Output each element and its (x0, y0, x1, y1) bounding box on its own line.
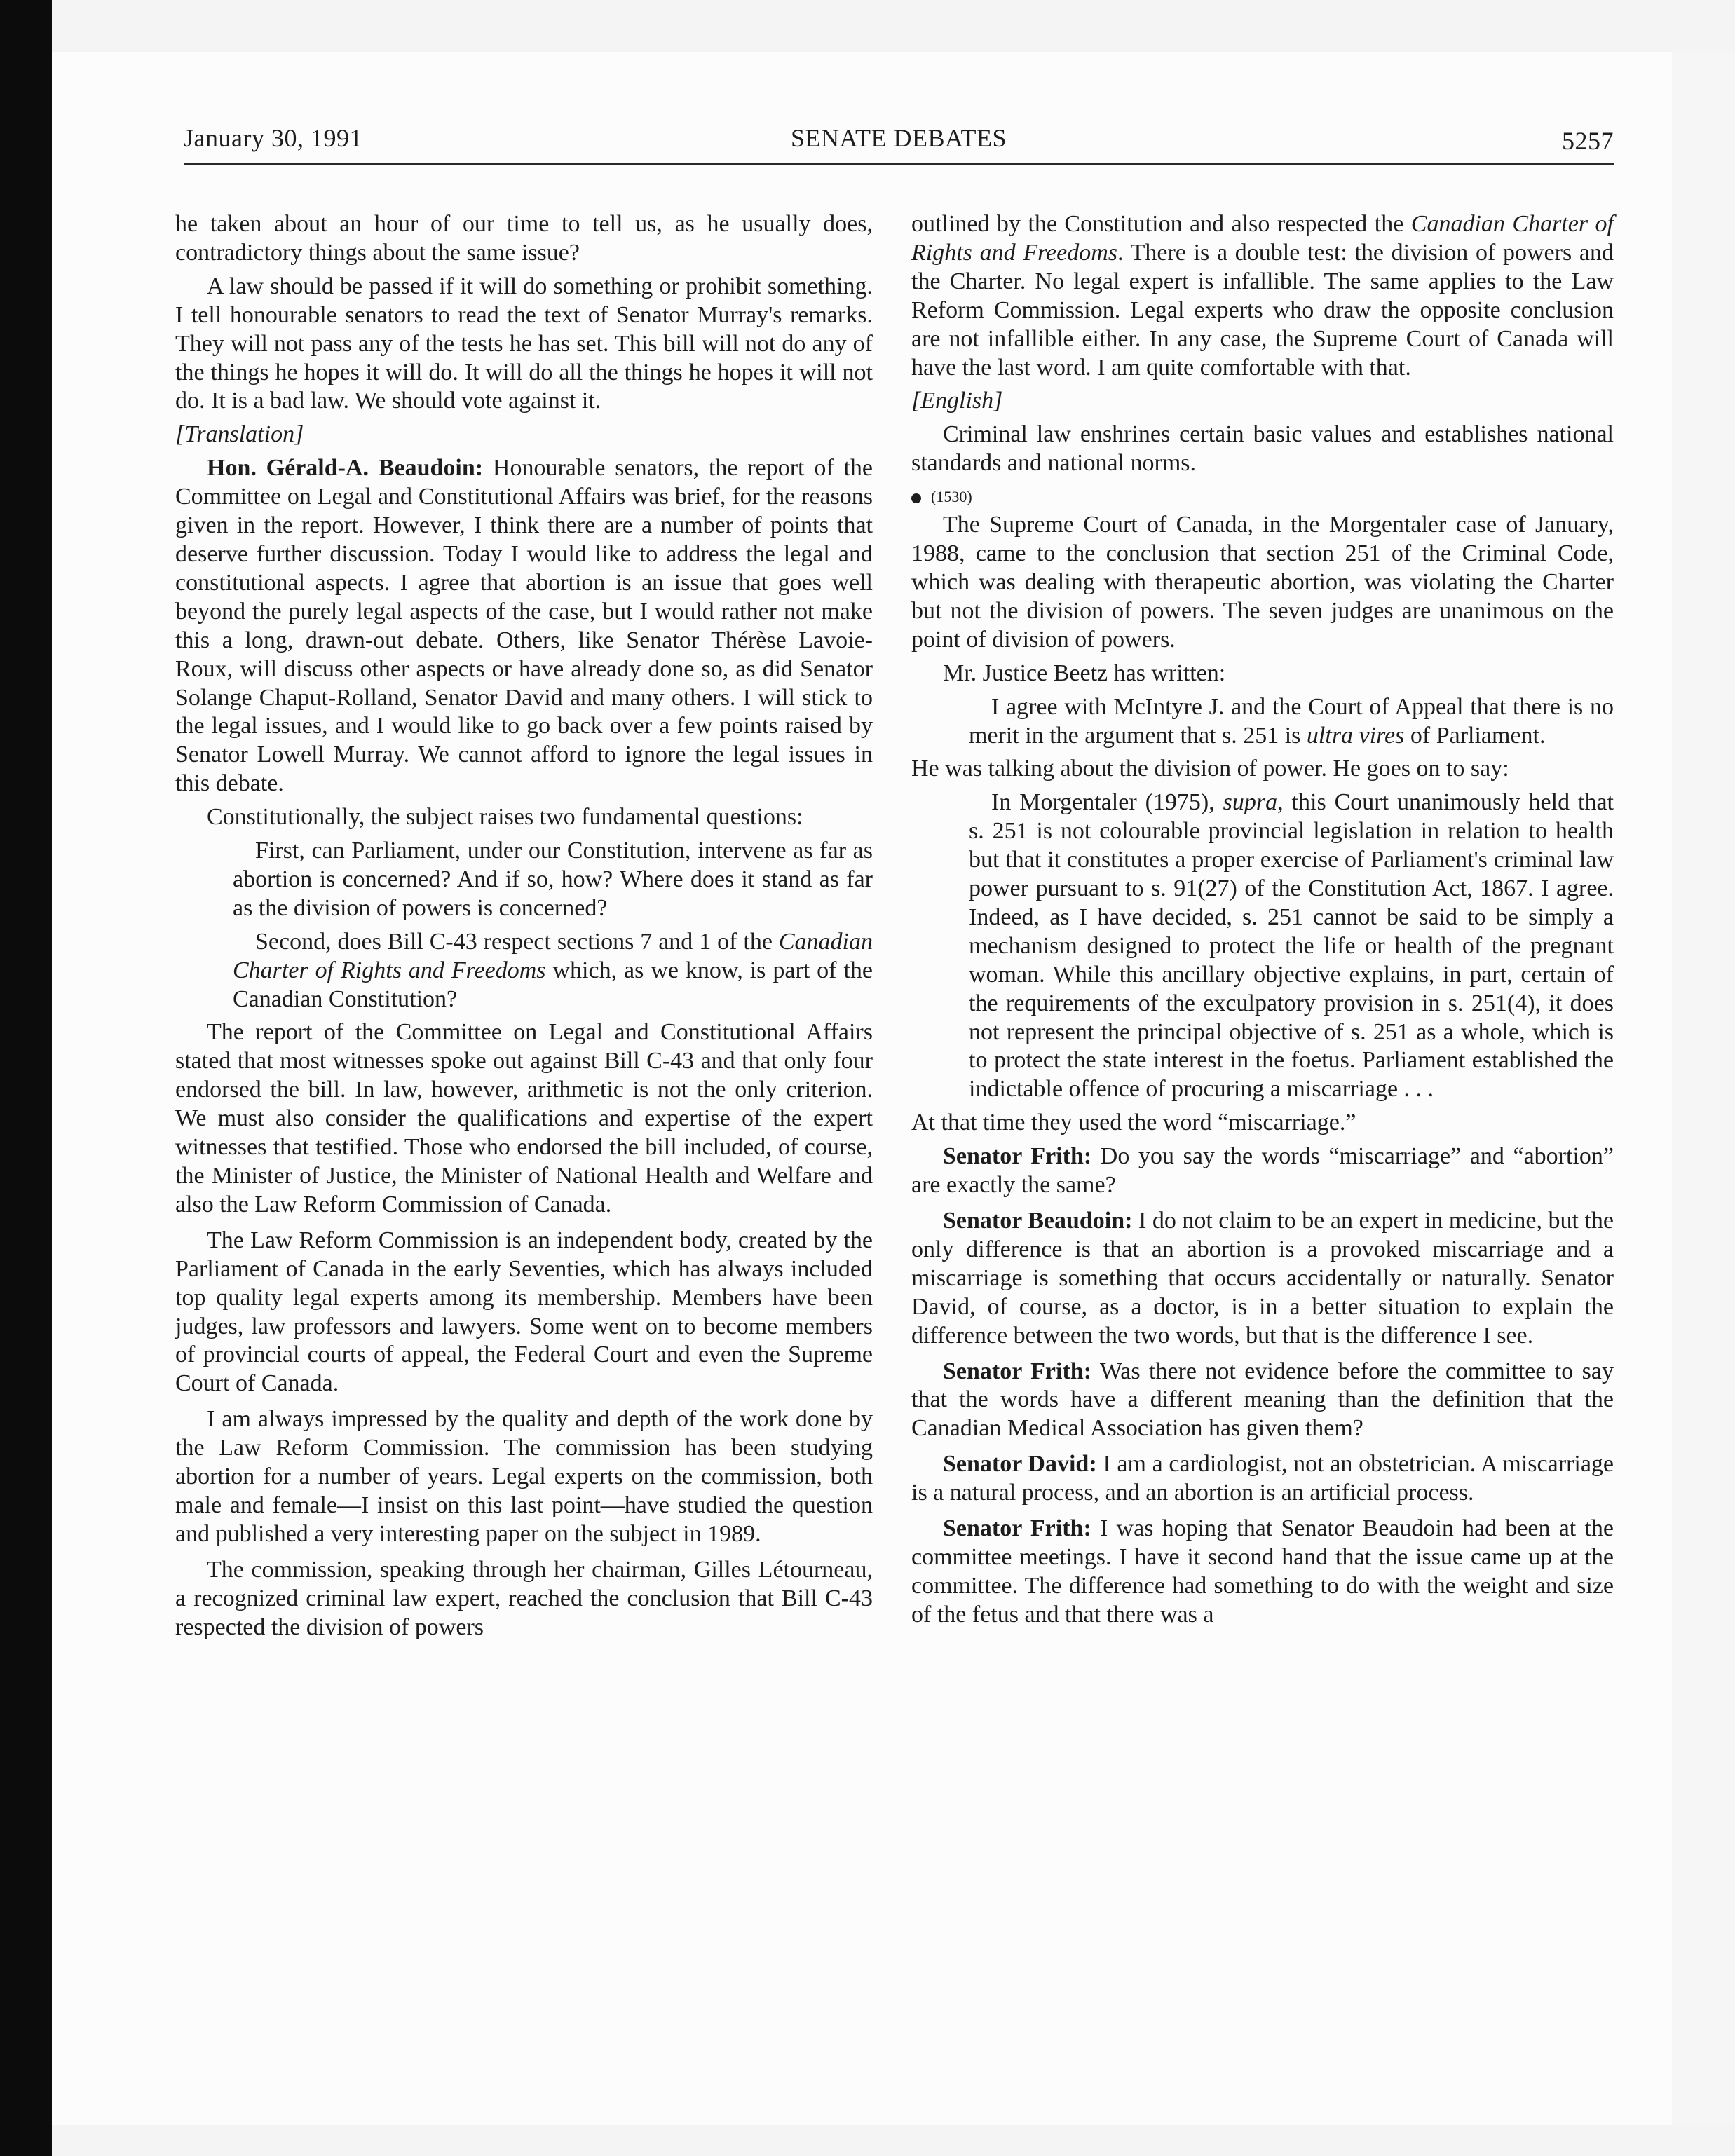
speech-paragraph (911, 1207, 1614, 1351)
speaker-name: Senator Beaudoin: (943, 1208, 1133, 1234)
paragraph: Criminal law enshrines certain basic values and establishes national standards and national norms. (911, 421, 1614, 477)
speaker-name: Hon. Gérald-A. Beaudoin: (207, 455, 484, 482)
left-column (175, 210, 873, 1642)
paragraph: A law should be passed if it will do something or prohibit something. I tell honourable senators to read the text of Senator Murray's remarks. They will not pass any of the tests he has set. This bill will not do any of the things he hopes it will do. It will do all the things he hopes it will not do. It is a bad law. We should vote against it. (175, 273, 873, 414)
speech-text: Do you say the words “miscarriage” and “abortion” are exactly the same? (911, 1143, 1614, 1199)
speaker-name: Senator Frith: (943, 1515, 1091, 1542)
header-title: SENATE DEBATES (790, 124, 1007, 152)
paragraph: He was talking about the division of power. He goes on to say: (911, 756, 1509, 782)
question-paragraph: First, can Parliament, under our Constitution, intervene as far as abortion is concerned? And if so, how? Where does it stand as far as the division of powers is concerned? (233, 838, 873, 921)
italic-text: Canadian Charter of Rights and Freedoms (911, 211, 1614, 266)
speech-paragraph (911, 1515, 1614, 1630)
paragraph: I am always impressed by the quality and depth of the work done by the Law Reform Commission. The commission has been studying abortion for a number of years. Legal experts on the commission, both male and female—I insist on this last point—have studied the question and published a very interesting paper on the subject in 1989. (175, 1406, 873, 1547)
scan-border-right (1672, 52, 1735, 2156)
header-rule (184, 163, 1614, 165)
time-marker (911, 483, 1614, 511)
scan-border-left (0, 0, 52, 2156)
running-header (184, 123, 1614, 165)
speech-paragraph (911, 1450, 1614, 1508)
italic-text: Canadian Charter of Rights and Freedoms (233, 928, 873, 983)
bullet-icon (911, 493, 921, 503)
paragraph: outlined by the Constitution and also respected the Canadian Charter of Rights and Freedoms. There is a double test: the division of powers and the Charter. No legal expert is infallible. The same applies to the Law Reform Commission. Legal experts who draw the opposite conclusion are not infallible either. In any case, the Supreme Court of Canada will have the last word. I am quite comfortable with that. (911, 211, 1614, 381)
speech-text: I do not claim to be an expert in medicine, but the only difference is that an abortion is a provoked miscarriage and a miscarriage is something that occurs accidentally or naturally. Senator David, of course, as a doctor, is in a better situation to explain the difference between the two words, but that is the difference I see. (911, 1208, 1614, 1349)
speaker-name: Senator David: (943, 1451, 1097, 1478)
question-paragraph: Second, does Bill C-43 respect sections 7 and 1 of the Canadian Charter of Rights and Freedoms which, as we know, is part of the Canadian Constitution? (233, 928, 873, 1012)
right-column (911, 210, 1614, 1630)
paragraph: At that time they used the word “miscarriage.” (911, 1110, 1356, 1136)
speech-text: Honourable senators, the report of the Committee on Legal and Constitutional Affairs was brief, for the reasons given in the report. However, I think there are a number of points that deserve further discussion. Today I would like to address the legal and constitutional aspects. I agree that abortion is an issue that goes well beyond the purely legal aspects of the case, but I would rather not make this a long, drawn-out debate. Others, like Senator Thérèse Lavoie-Roux, will discuss other aspects or have already done so, as did Senator Solange Chaput-Rolland, Senator David and many others. I will stick to the legal issues, and I would like to go back over a few points raised by Senator Lowell Murray. We cannot afford to ignore the legal issues in this debate. (175, 455, 873, 797)
speech-paragraph (175, 454, 873, 798)
speech-text: I am a cardiologist, not an obstetrician. A miscarriage is a natural process, and an abortion is an artificial process. (911, 1451, 1614, 1506)
header-page-number: 5257 (1562, 127, 1614, 155)
speech-paragraph (911, 1142, 1614, 1200)
scan-border-top (52, 0, 1735, 52)
speech-text: Was there not evidence before the committee to say that the words have a different meaning than the definition that the Canadian Medical Association has given them? (911, 1358, 1614, 1442)
time-marker-text: (1530) (931, 488, 972, 506)
italic-text: ultra vires (1306, 722, 1405, 749)
quotation: I agree with McIntyre J. and the Court of Appeal that there is no merit in the argument that s. 251 is ultra vires of Parliament. (969, 693, 1614, 749)
speech-text: I was hoping that Senator Beaudoin had been at the committee meetings. I have it second hand that the issue came up at the committee. The difference had something to do with the weight and size of the fetus and that there was a (911, 1515, 1614, 1628)
italic-text: supra (1223, 789, 1278, 816)
paragraph: he taken about an hour of our time to tell us, as he usually does, contradictory things about the same issue? (175, 211, 873, 266)
language-tag: [English] (911, 388, 1003, 414)
language-tag: [Translation] (175, 421, 304, 448)
speaker-name: Senator Frith: (943, 1143, 1092, 1170)
speaker-name: Senator Frith: (943, 1358, 1092, 1384)
header-date: January 30, 1991 (184, 124, 362, 152)
speech-paragraph (911, 1358, 1614, 1444)
paragraph: The report of the Committee on Legal and Constitutional Affairs stated that most witnesses spoke out against Bill C-43 and that only four endorsed the bill. In law, however, arithmetic is not the only criterion. We must also consider the qualifications and expertise of the expert witnesses that testified. Those who endorsed the bill included, of course, the Minister of Justice, the Minister of National Health and Welfare and also the Law Reform Commission of Canada. (175, 1019, 873, 1217)
paragraph: Mr. Justice Beetz has written: (943, 660, 1226, 686)
quotation: In Morgentaler (1975), supra, this Court unanimously held that s. 251 is not colourable provincial legislation in relation to health but that it constitutes a proper exercise of Parliament's criminal law power pursuant to s. 91(27) of the Constitution Act, 1867. I agree. Indeed, as I have decided, s. 251 cannot be said to be simply a mechanism designed to protect the life or health of the pregnant woman. While this ancillary objective explains, in part, certain of the requirements of the exculpatory provision in s. 251(4), it does not represent the principal objective of s. 251 as a whole, which is to protect the state interest in the foetus. Parliament established the indictable offence of procuring a miscarriage . . . (969, 789, 1614, 1103)
paragraph: The Supreme Court of Canada, in the Morgentaler case of January, 1988, came to the conclusion that section 251 of the Criminal Code, which was dealing with therapeutic abortion, was violating the Charter but not the division of powers. The seven judges are unanimous on the point of division of powers. (911, 512, 1614, 653)
scan-border-bottom (52, 2125, 1735, 2156)
paragraph: The commission, speaking through her chairman, Gilles Létourneau, a recognized criminal law expert, reached the conclusion that Bill C-43 respected the division of powers (175, 1556, 873, 1640)
paragraph: Constitutionally, the subject raises two fundamental questions: (207, 804, 803, 831)
paragraph: The Law Reform Commission is an independent body, created by the Parliament of Canada in the early Seventies, which has always included top quality legal experts among its membership. Members have been judges, law professors and lawyers. Some went on to become members of provincial courts of appeal, the Federal Court and even the Supreme Court of Canada. (175, 1227, 873, 1397)
